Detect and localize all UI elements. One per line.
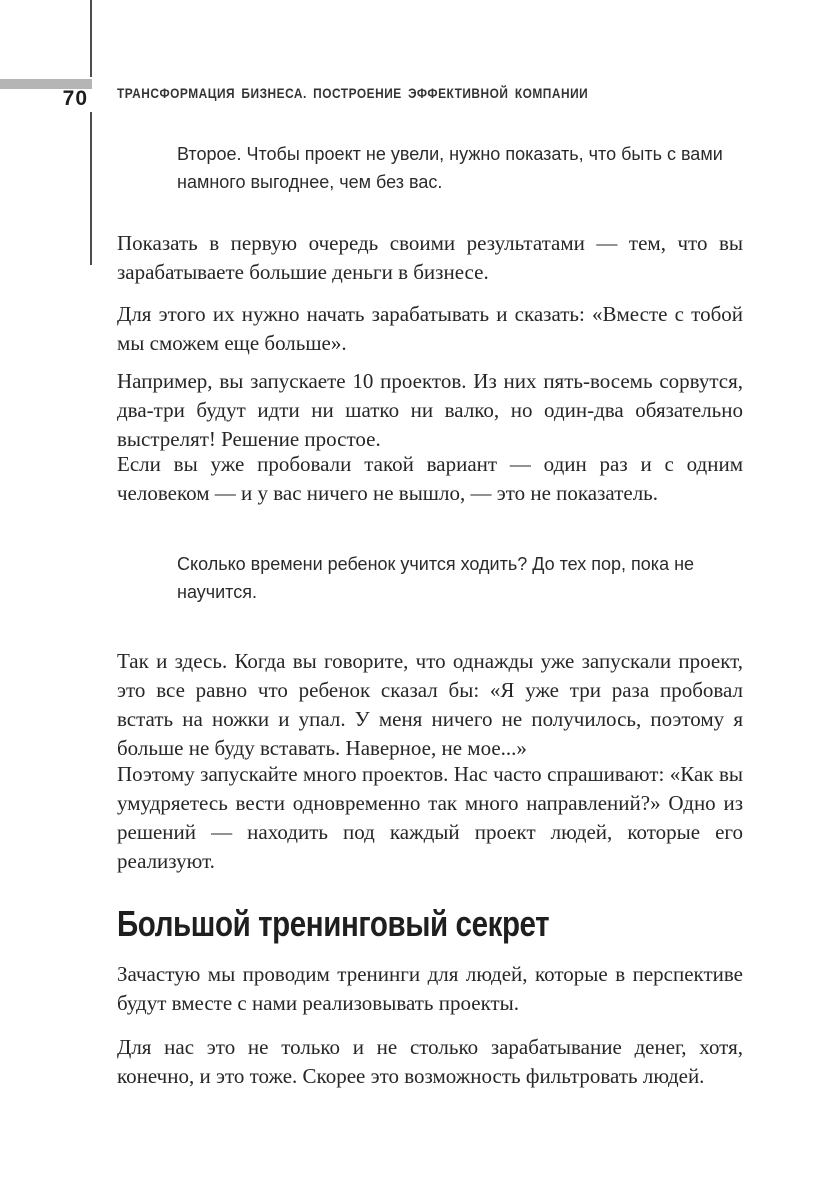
page-number: 70	[62, 87, 88, 110]
body-paragraph: Для нас это не только и не столько зарабатывание денег, хотя, конечно, и это тоже. Скорее это возможность фильтровать людей.	[117, 1035, 743, 1088]
margin-rule-top	[90, 0, 92, 77]
margin-rule-bottom	[90, 112, 92, 265]
pull-quote-lead: Второе. Чтобы проект не увели, нужно показать, что быть с вами намного выгоднее, чем без вас.	[177, 144, 723, 192]
section-heading	[117, 903, 817, 945]
body-paragraph: Поэтому запускайте много проектов. Нас часто спрашивают: «Как вы умудряетесь вести одновременно так много направлений?» Одно из решений — находить под каждый проект людей, которые его реализуют.	[117, 762, 743, 873]
pull-quote-child: Сколько времени ребенок учится ходить? До тех пор, пока не научится.	[177, 554, 695, 602]
body-paragraph: Например, вы запускаете 10 проектов. Из них пять-восемь сорвутся, два-три будут идти ни шатко ни валко, но один-два обязательно выстрелят! Решение простое.	[117, 369, 743, 451]
body-paragraph: Для этого их нужно начать зарабатывать и сказать: «Вместе с тобой мы сможем еще больше».	[117, 302, 743, 355]
body-paragraph: Показать в первую очередь своими результатами — тем, что вы зарабатываете большие деньги в бизнесе.	[117, 231, 743, 284]
body-paragraph: Если вы уже пробовали такой вариант — один раз и с одним человеком — и у вас ничего не вышло, — это не показатель.	[117, 452, 743, 505]
running-header-text: ТРАНСФОРМАЦИЯ БИЗНЕСА. ПОСТРОЕНИЕ ЭФФЕКТИВНОЙ КОМПАНИИ	[117, 85, 589, 101]
section-heading-text: Большой тренинговый секрет	[117, 903, 550, 944]
body-paragraph: Зачастую мы проводим тренинги для людей, которые в перспективе будут вместе с нами реализовывать проекты.	[117, 962, 743, 1015]
running-header	[117, 85, 671, 101]
body-paragraph: Так и здесь. Когда вы говорите, что однажды уже запускали проект, это все равно что ребенок сказал бы: «Я уже три раза пробовал встать на ножки и упал. У меня ничего не получилось, поэтому я больше не буду вставать. Наверное, не мое...»	[117, 649, 743, 760]
